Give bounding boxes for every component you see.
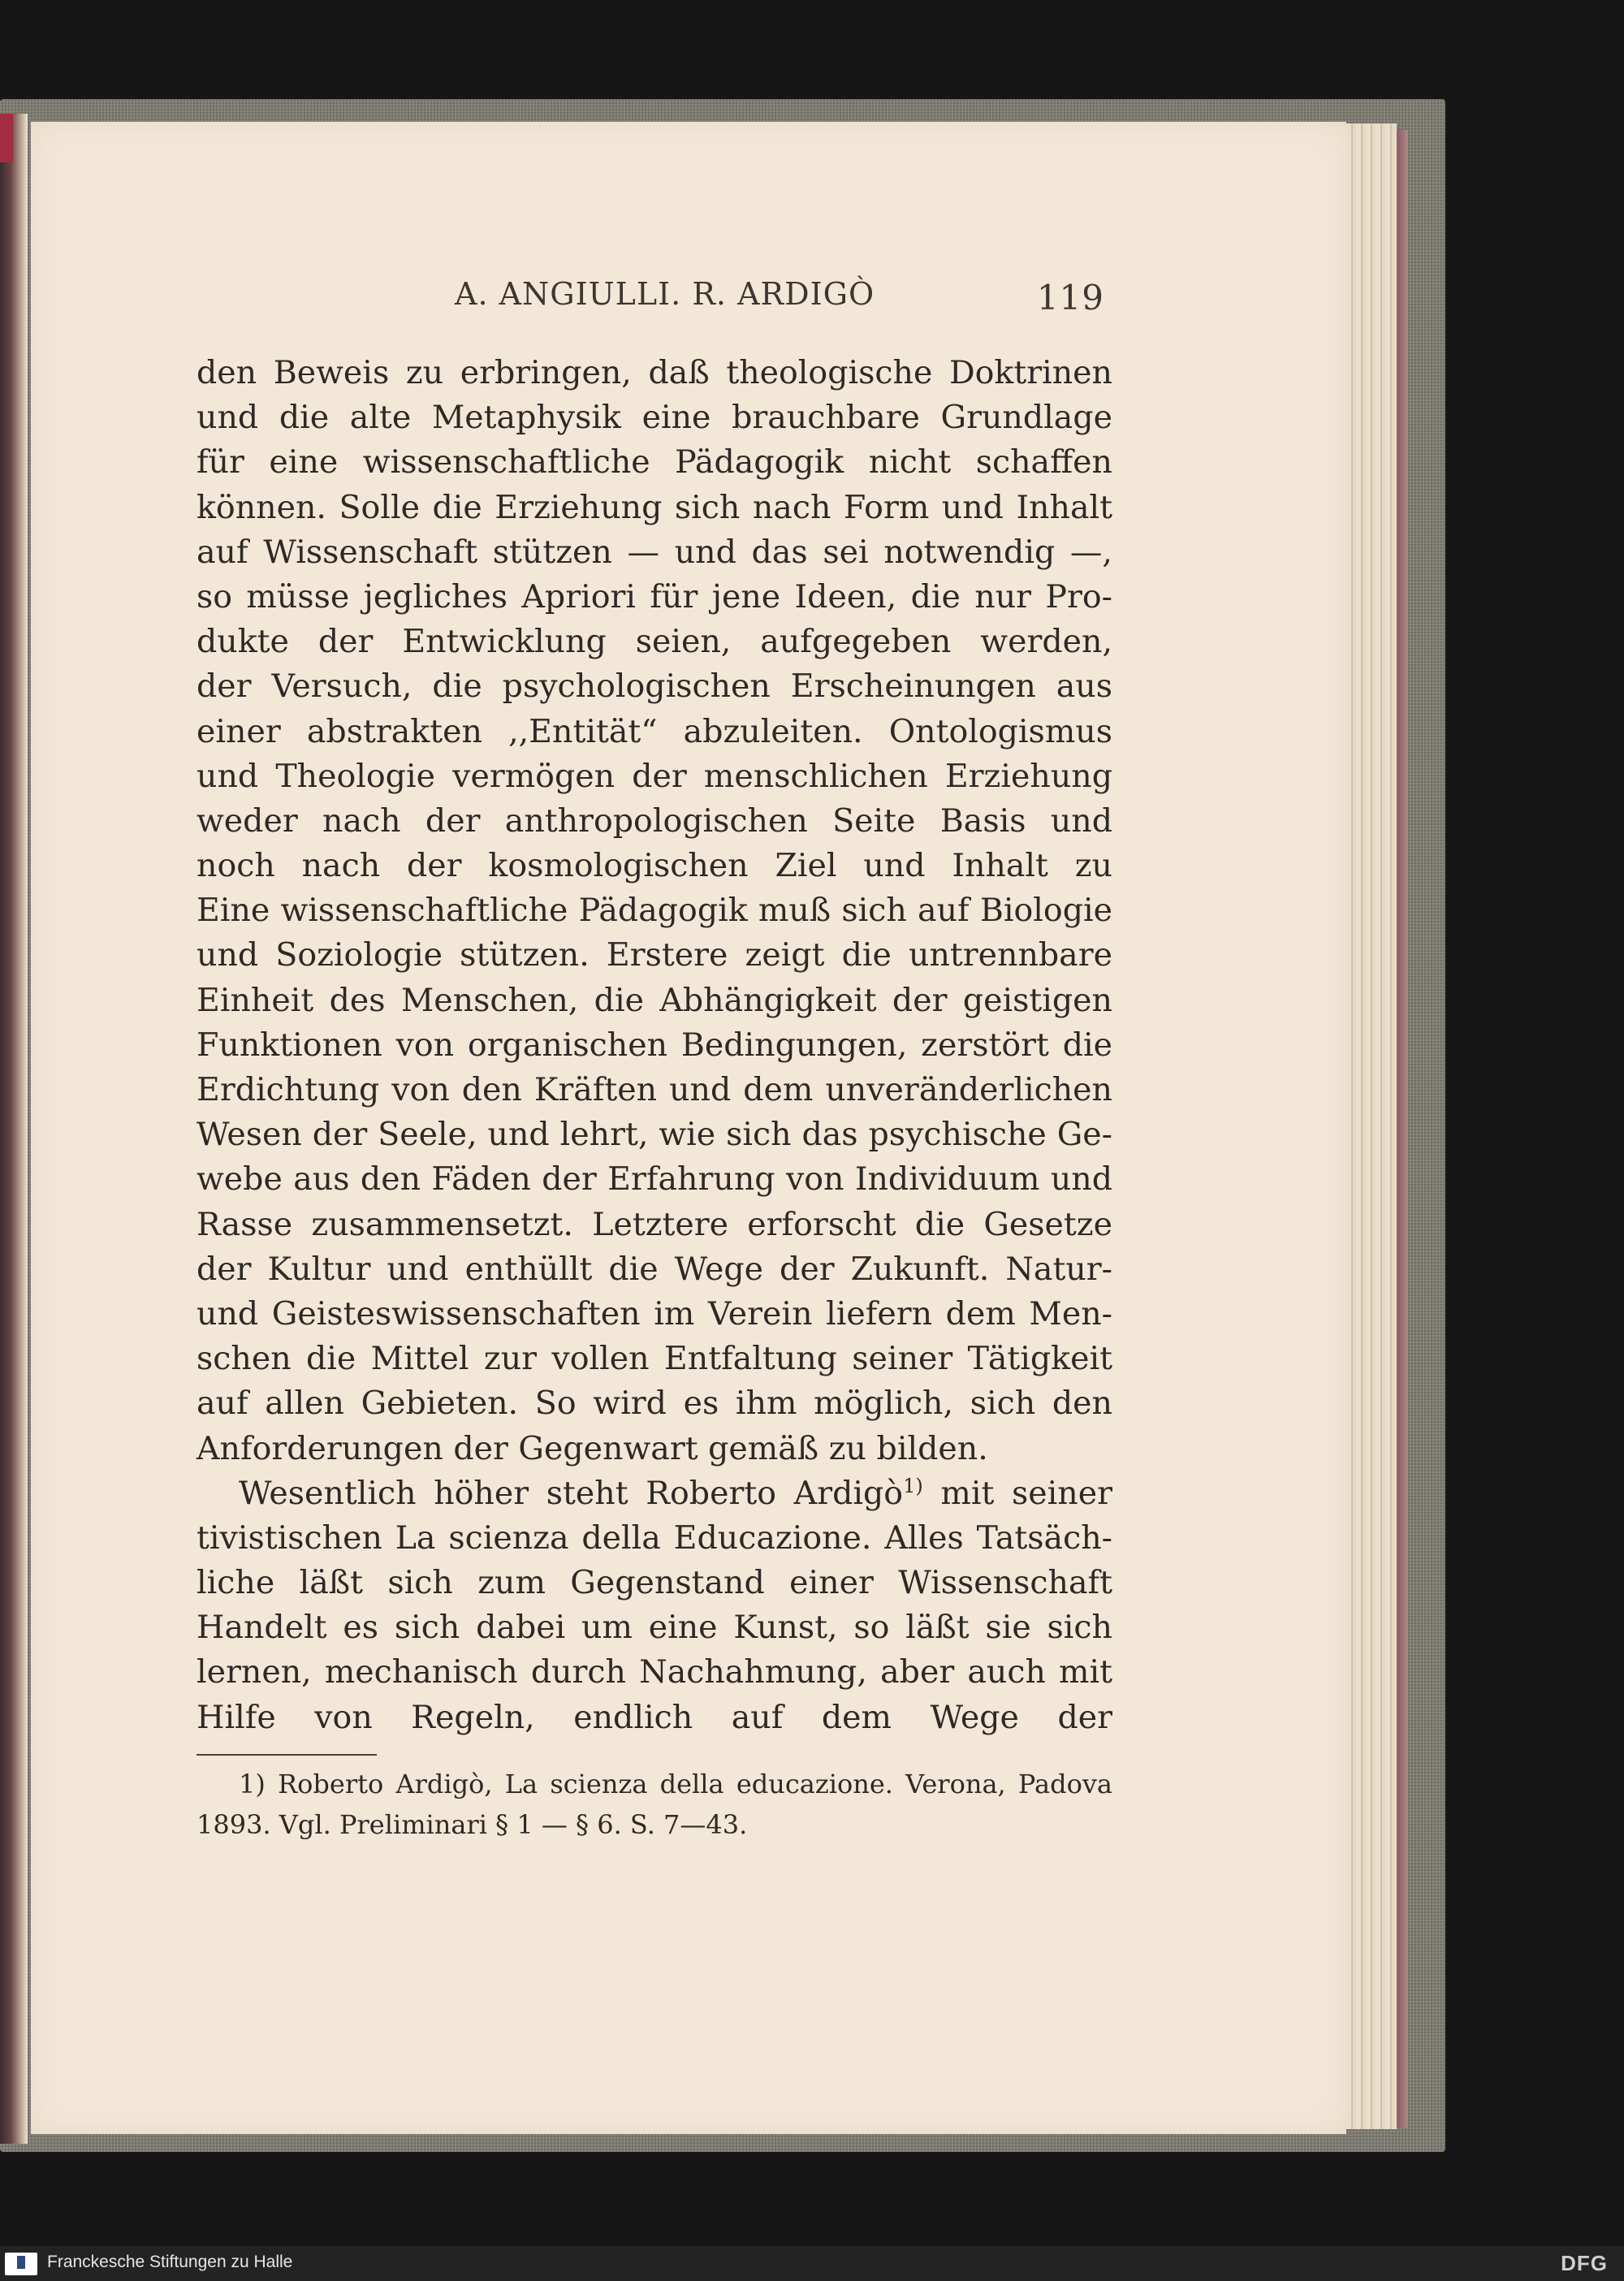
text-line: können. Solle die Erziehung sich nach Form und Inhalt bbox=[197, 488, 1112, 526]
body-text bbox=[197, 351, 1112, 1740]
text-line: Eine wissenschaftliche Pädagogik muß sich auf Biologie bbox=[197, 892, 1112, 930]
text-line: Anforderungen der Gegenwart gemäß zu bilden. bbox=[197, 1429, 988, 1467]
text-line: schen die Mittel zur vollen Entfaltung seiner Tätigkeit bbox=[197, 1340, 1112, 1378]
text-line: so müsse jegliches Apriori für jene Ideen, die nur Pro- bbox=[197, 577, 1112, 616]
text-line: für eine wissenschaftliche Pädagogik nicht schaffen bbox=[197, 443, 1112, 482]
footnote-line: 1893. Vgl. Preliminari § 1 — § 6. S. 7—43. bbox=[197, 1809, 748, 1840]
text-line: einer abstrakten ,,Entität“ abzuleiten. Ontologismus bbox=[197, 712, 1112, 750]
text-line: und Geisteswissenschaften im Verein liefern dem Men- bbox=[197, 1294, 1112, 1333]
left-page-edge bbox=[0, 114, 28, 2144]
text-line: Erdichtung von den Kräften und dem unveränderlichen bbox=[197, 1071, 1112, 1108]
footnote-rule bbox=[197, 1754, 377, 1756]
footnote-marker: 1) bbox=[903, 1474, 923, 1497]
text-line: und die alte Metaphysik eine brauchbare Grundlage bbox=[197, 399, 1112, 437]
text-line: auf allen Gebieten. So wird es ihm möglich, sich den bbox=[197, 1385, 1112, 1423]
text-line: dukte der Entwicklung seien, aufgegeben werden, bbox=[197, 623, 1112, 661]
page-number: 119 bbox=[1036, 278, 1104, 318]
text-line: der Versuch, die psychologischen Erscheinungen aus bbox=[197, 667, 1112, 706]
text-line: webe aus den Fäden der Erfahrung von Individuum und bbox=[197, 1160, 1112, 1199]
dfg-logo: DFG bbox=[1561, 2251, 1608, 2275]
text-line: Einheit des Menschen, die Abhängigkeit der geistigen bbox=[197, 981, 1112, 1019]
text-line: Hilfe von Regeln, endlich auf dem Wege der bbox=[197, 1698, 1112, 1736]
text-line: Funktionen von organischen Bedingungen, zerstört die bbox=[197, 1026, 1112, 1064]
text-line: noch nach der kosmologischen Ziel und Inhalt zu bbox=[197, 847, 1112, 885]
page-header bbox=[455, 276, 1104, 322]
para2-text-b: mit seiner bbox=[940, 1474, 1112, 1512]
page-edge-cap bbox=[1397, 130, 1408, 2128]
page-edge-stack bbox=[1346, 123, 1397, 2129]
text-line: den Beweis zu erbringen, daß theologische Doktrinen bbox=[197, 354, 1112, 391]
institution-logo-icon bbox=[5, 2253, 37, 2275]
text-line: Wesen der Seele, und lehrt, wie sich das psychische Ge- bbox=[197, 1116, 1112, 1154]
text-line: und Theologie vermögen der menschlichen Erziehung bbox=[197, 757, 1112, 795]
text-line: und Soziologie stützen. Erstere zeigt die untrennbare bbox=[197, 936, 1112, 974]
para2-text-a: Wesentlich höher steht Roberto Ardigò bbox=[239, 1474, 904, 1512]
text-line: weder nach der anthropologischen Seite Basis und bbox=[197, 801, 1112, 840]
text-line: liche läßt sich zum Gegenstand einer Wissenschaft bbox=[197, 1564, 1112, 1602]
running-head: A. ANGIULLI. R. ARDIGÒ bbox=[455, 276, 875, 312]
paragraph-2-first-line bbox=[197, 1471, 1112, 1516]
viewer-footer bbox=[0, 2246, 1624, 2281]
text-line: auf Wissenschaft stützen — und das sei notwendig —, bbox=[197, 533, 1112, 571]
footnote bbox=[197, 1764, 1112, 1845]
text-line: Rasse zusammensetzt. Letztere erforscht die Gesetze bbox=[197, 1205, 1112, 1243]
institution-name: Franckesche Stiftungen zu Halle bbox=[47, 2253, 293, 2271]
text-line: Handelt es sich dabei um eine Kunst, so läßt sie sich bbox=[197, 1609, 1112, 1647]
footnote-line: 1) Roberto Ardigò, La scienza della educazione. Verona, Padova bbox=[239, 1769, 1112, 1799]
text-line: tivistischen La scienza della Educazione. Alles Tatsäch- bbox=[197, 1519, 1112, 1557]
text-line: lernen, mechanisch durch Nachahmung, aber auch mit bbox=[197, 1653, 1112, 1691]
text-line: der Kultur und enthüllt die Wege der Zukunft. Natur- bbox=[197, 1250, 1112, 1288]
